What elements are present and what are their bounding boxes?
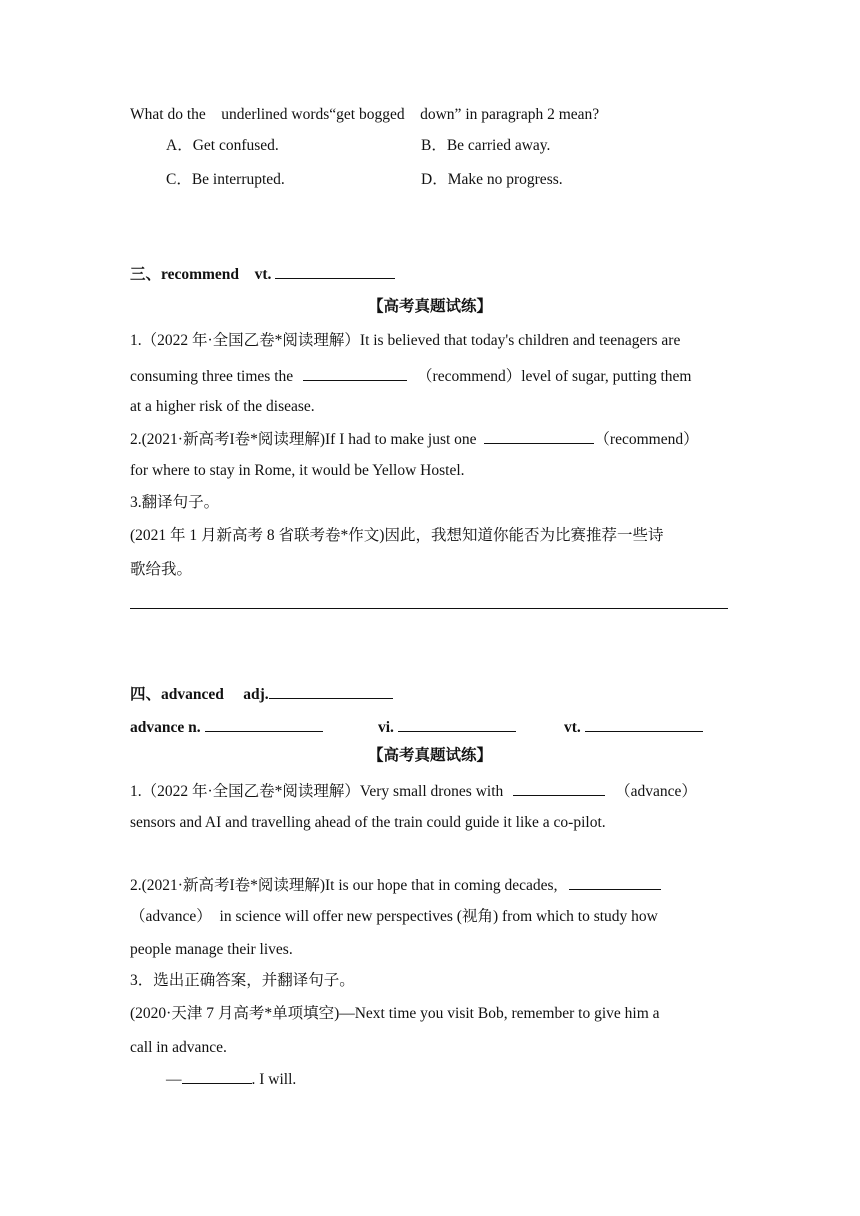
section4-vt-blank[interactable] <box>585 716 703 732</box>
section4-forms-vt <box>564 716 703 738</box>
section3-heading-pos: vt. <box>254 266 272 283</box>
s3-item2-line1 <box>130 428 699 450</box>
section4-heading-word: 四、advanced <box>130 686 224 703</box>
s4-item2-blank[interactable] <box>569 874 661 890</box>
s4-item2-line1 <box>130 874 661 896</box>
question-stem: What do the underlined words“get bogged down” in paragraph 2 mean? <box>130 106 600 123</box>
section4-forms-n <box>130 716 323 738</box>
option-a: A．Get confused. <box>166 137 279 154</box>
s4-item1-line2: sensors and AI and travelling ahead of the train could guide it like a co-pilot. <box>130 814 606 831</box>
s3-item3-line2: 歌给我。 <box>130 561 193 578</box>
s4-item3-reply: . I will. <box>251 1071 297 1088</box>
section4-form-n-label: advance n. <box>130 719 201 736</box>
option-d: D．Make no progress. <box>421 171 563 188</box>
s4-item3-blank[interactable] <box>182 1068 252 1084</box>
s4-item2-line2: （advance） in science will offer new perspectives (视角) from which to study how <box>130 908 658 925</box>
s3-item2-pre: 2.(2021·新高考I卷*阅读理解)If I had to make just one <box>130 431 477 448</box>
section4-form-vi-label: vi. <box>378 719 394 736</box>
s3-item2-post: （recommend） <box>594 431 699 448</box>
s4-item1-blank[interactable] <box>513 780 605 796</box>
s3-item3-line1: (2021 年 1 月新高考 8 省联考卷*作文)因此，我想知道你能否为比赛推荐一些诗 <box>130 527 664 544</box>
s4-item3-label: 3．选出正确答案，并翻译句子。 <box>130 972 355 989</box>
s3-item1-blank[interactable] <box>303 365 407 381</box>
section4-heading-pos: adj. <box>243 686 269 703</box>
section4-adj-blank[interactable] <box>269 683 393 699</box>
s4-item1-post: （advance） <box>615 783 697 800</box>
section4-practice-title: 【高考真题试练】 <box>367 747 492 764</box>
section3-heading <box>130 263 395 285</box>
s4-item3-dash: — <box>166 1071 182 1088</box>
s4-item3-line3 <box>166 1068 296 1090</box>
section3-answer-blank[interactable] <box>275 263 395 279</box>
s3-item3-label: 3.翻译句子。 <box>130 494 220 511</box>
s3-item1-line2 <box>130 365 691 387</box>
section4-vi-blank[interactable] <box>398 716 516 732</box>
s4-item1-pre: 1.（2022 年·全国乙卷*阅读理解）Very small drones with <box>130 783 504 800</box>
s4-item1-line1 <box>130 780 697 802</box>
s3-item2-line2: for where to stay in Rome, it would be Yellow Hostel. <box>130 462 465 479</box>
s4-item3-line2: call in advance. <box>130 1039 227 1056</box>
section4-heading <box>130 683 393 705</box>
option-b: B．Be carried away. <box>421 137 551 154</box>
s4-item3-line1: (2020·天津 7 月高考*单项填空)—Next time you visit Bob, remember to give him a <box>130 1005 660 1022</box>
s3-translation-answer-line[interactable] <box>130 608 728 609</box>
s3-item1-pre: consuming three times the <box>130 368 294 385</box>
section3-heading-word: 三、recommend <box>130 266 240 283</box>
s3-item1-line1: 1.（2022 年·全国乙卷*阅读理解）It is believed that today's children and teenagers are <box>130 332 681 349</box>
option-c: C．Be interrupted. <box>166 171 285 188</box>
s3-item1-line3: at a higher risk of the disease. <box>130 398 315 415</box>
section3-practice-title: 【高考真题试练】 <box>367 298 492 315</box>
s4-item2-pre: 2.(2021·新高考I卷*阅读理解)It is our hope that in coming decades, <box>130 877 558 894</box>
section4-form-vt-label: vt. <box>564 719 581 736</box>
section4-forms-vi <box>378 716 516 738</box>
s3-item2-blank[interactable] <box>484 428 594 444</box>
section4-n-blank[interactable] <box>205 716 323 732</box>
s3-item1-post: （recommend）level of sugar, putting them <box>417 368 692 385</box>
s4-item2-line3: people manage their lives. <box>130 941 293 958</box>
